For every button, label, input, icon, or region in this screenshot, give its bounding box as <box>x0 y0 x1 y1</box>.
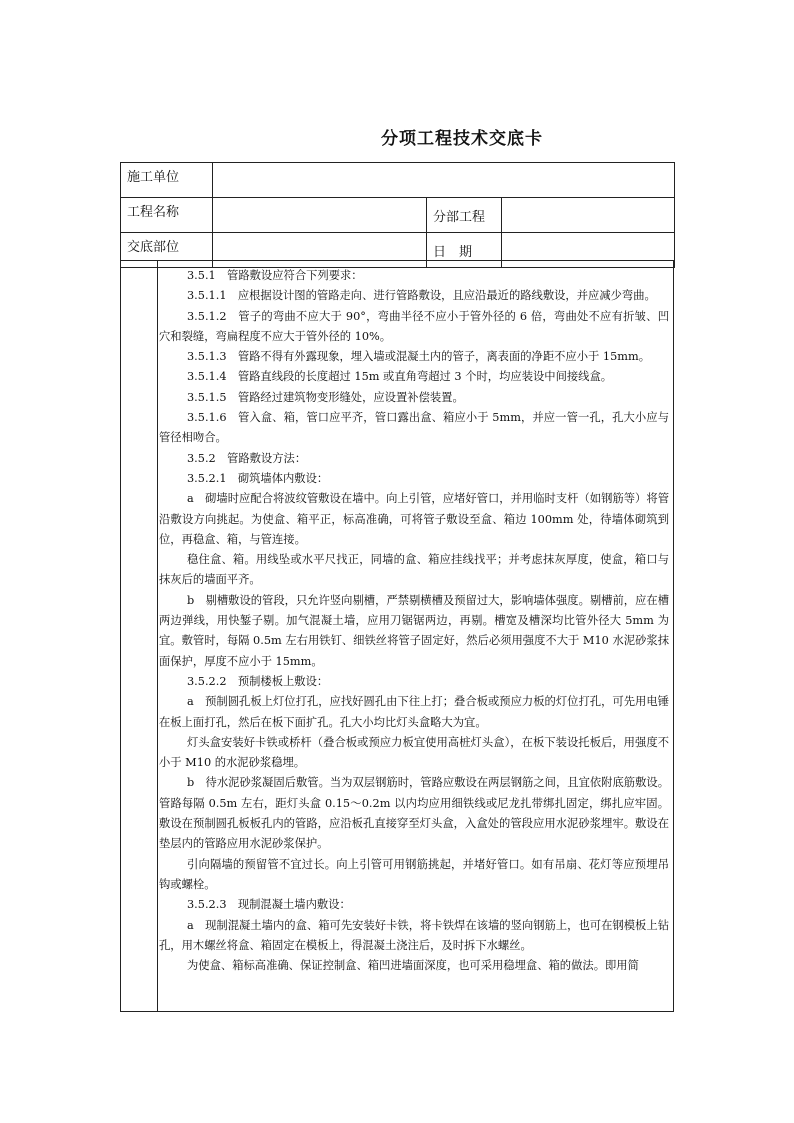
paragraph: 3.5.1.5 管路经过建筑物变形缝处，应设置补偿装置。 <box>187 390 464 404</box>
paragraph: 为使盒、箱标高准确、保证控制盒、箱凹进墙面深度，也可采用稳埋盒、箱的做法。即用简 <box>187 959 639 973</box>
content-box <box>120 260 674 1012</box>
paragraph: b 待水泥砂浆凝固后敷管。当为双层钢筋时，管路应敷设在两层钢筋之间，且宜依附底筋敷设。管路每隔 0.5m 左右，距灯头盒 0.15～0.2m 以内均应用细铁线或尼龙扎带绑扎固定，绑扎应牢固。敷设在预制圆孔板板孔内的管路，应沿板孔直接穿至灯头盒，入盒处的管段应用水泥砂浆埋牢。敷设在垫层内的管路应用水泥砂浆保护。 <box>159 776 669 851</box>
paragraph: 3.5.2 管路敷设方法： <box>187 451 307 465</box>
handover-part-label: 交底部位 <box>121 233 213 268</box>
row-construction-unit <box>121 163 675 198</box>
paragraph: 引向隔墙的预留管不宜过长。向上引管可用钢筋挑起，并堵好管口。如有吊扇、花灯等应预埋吊钩或螺栓。 <box>159 857 669 891</box>
header-table <box>120 162 675 268</box>
project-name-label: 工程名称 <box>121 198 213 233</box>
paragraph: 灯头盒安装好卡铁或桥杆（叠合板或预应力板宜使用高桩灯头盒），在板下装设托板后，用强度不小于 M10 的水泥砂浆稳埋。 <box>159 735 669 770</box>
paragraph: 3.5.2.3 现制混凝土墙内敷设： <box>187 898 351 912</box>
margin-divider <box>157 261 158 1011</box>
paragraph: 稳住盒、箱。用线坠或水平尺找正，同墙的盒、箱应挂线找平；并考虑抹灰厚度，使盒，箱口与抹灰后的墙面平齐。 <box>159 553 669 587</box>
content-text <box>159 266 669 976</box>
paragraph: 3.5.1.1 应根据设计图的管路走向、进行管路敷设，且应沿最近的路线敷设，并应减少弯曲。 <box>187 289 656 303</box>
paragraph: 3.5.2.2 预制楼板上敷设： <box>187 674 329 688</box>
paragraph: 3.5.1.3 管路不得有外露现象，埋入墙或混凝土内的管子，离表面的净距不应小于 15mm。 <box>187 350 651 364</box>
sub-project-label: 分部工程 <box>427 198 502 233</box>
paragraph: a 砌墙时应配合将波纹管敷设在墙中。向上引管，应堵好管口，并用临时支杆（如钢筋等）将管沿敷设方向挑起。为使盒、箱平正，标高准确，可将管子敷设至盒、箱边 100mm 处，待墙体砌筑到位，再稳盒、箱，与管连接。 <box>159 492 669 546</box>
paragraph: 3.5.1.4 管路直线段的长度超过 15m 或直角弯超过 3 个时，均应装设中间接线盒。 <box>187 370 613 384</box>
paragraph: 3.5.1.6 管入盒、箱，管口应平齐，管口露出盒、箱应小于 5mm，并应一管一孔，孔大小应与管径相吻合。 <box>159 411 669 445</box>
paragraph: a 预制圆孔板上灯位打孔，应找好圆孔由下往上打；叠合板或预应力板的灯位打孔，可先用电锤在板上面打孔，然后在板下面扩孔。孔大小均比灯头盒略大为宜。 <box>159 695 669 729</box>
construction-unit-field[interactable] <box>213 163 675 198</box>
paragraph: b 剔槽敷设的管段，只允许竖向剔槽，严禁剔横槽及预留过大，影响墙体强度。剔槽前，应在槽两边弹线，用快錾子剔。加气混凝土墙，应用刀锯锯两边，再剔。槽宽及槽深均比管外径大 5mm 为宜。敷管时，每隔 0.5m 左右用铁钉、细铁丝将管子固定好，然后必须用强度不大于 M10 水泥砂浆抹面保护，厚度不应小于 15mm。 <box>159 593 669 668</box>
sub-project-field[interactable] <box>502 198 675 233</box>
paragraph: 3.5.2.1 砌筑墙体内敷设： <box>187 471 329 485</box>
paragraph: 3.5.1 管路敷设应符合下列要求： <box>187 269 363 282</box>
paragraph: 3.5.1.2 管子的弯曲不应大于 90°，弯曲半径不应小于管外径的 6 倍，弯曲处不应有折皱、凹穴和裂缝，弯扁程度不应大于管外径的 10%。 <box>159 309 669 343</box>
date-label: 日 期 <box>427 233 502 268</box>
paragraph: a 现制混凝土墙内的盒、箱可先安装好卡铁，将卡铁焊在该墙的竖向钢筋上，也可在钢模板上钻孔，用木螺丝将盒、箱固定在模板上，得混凝土浇注后，及时拆下水螺丝。 <box>159 918 669 952</box>
document-title: 分项工程技术交底卡 <box>381 129 543 149</box>
project-name-field[interactable] <box>213 198 427 233</box>
row-project-name <box>121 198 675 233</box>
construction-unit-label: 施工单位 <box>121 163 213 198</box>
